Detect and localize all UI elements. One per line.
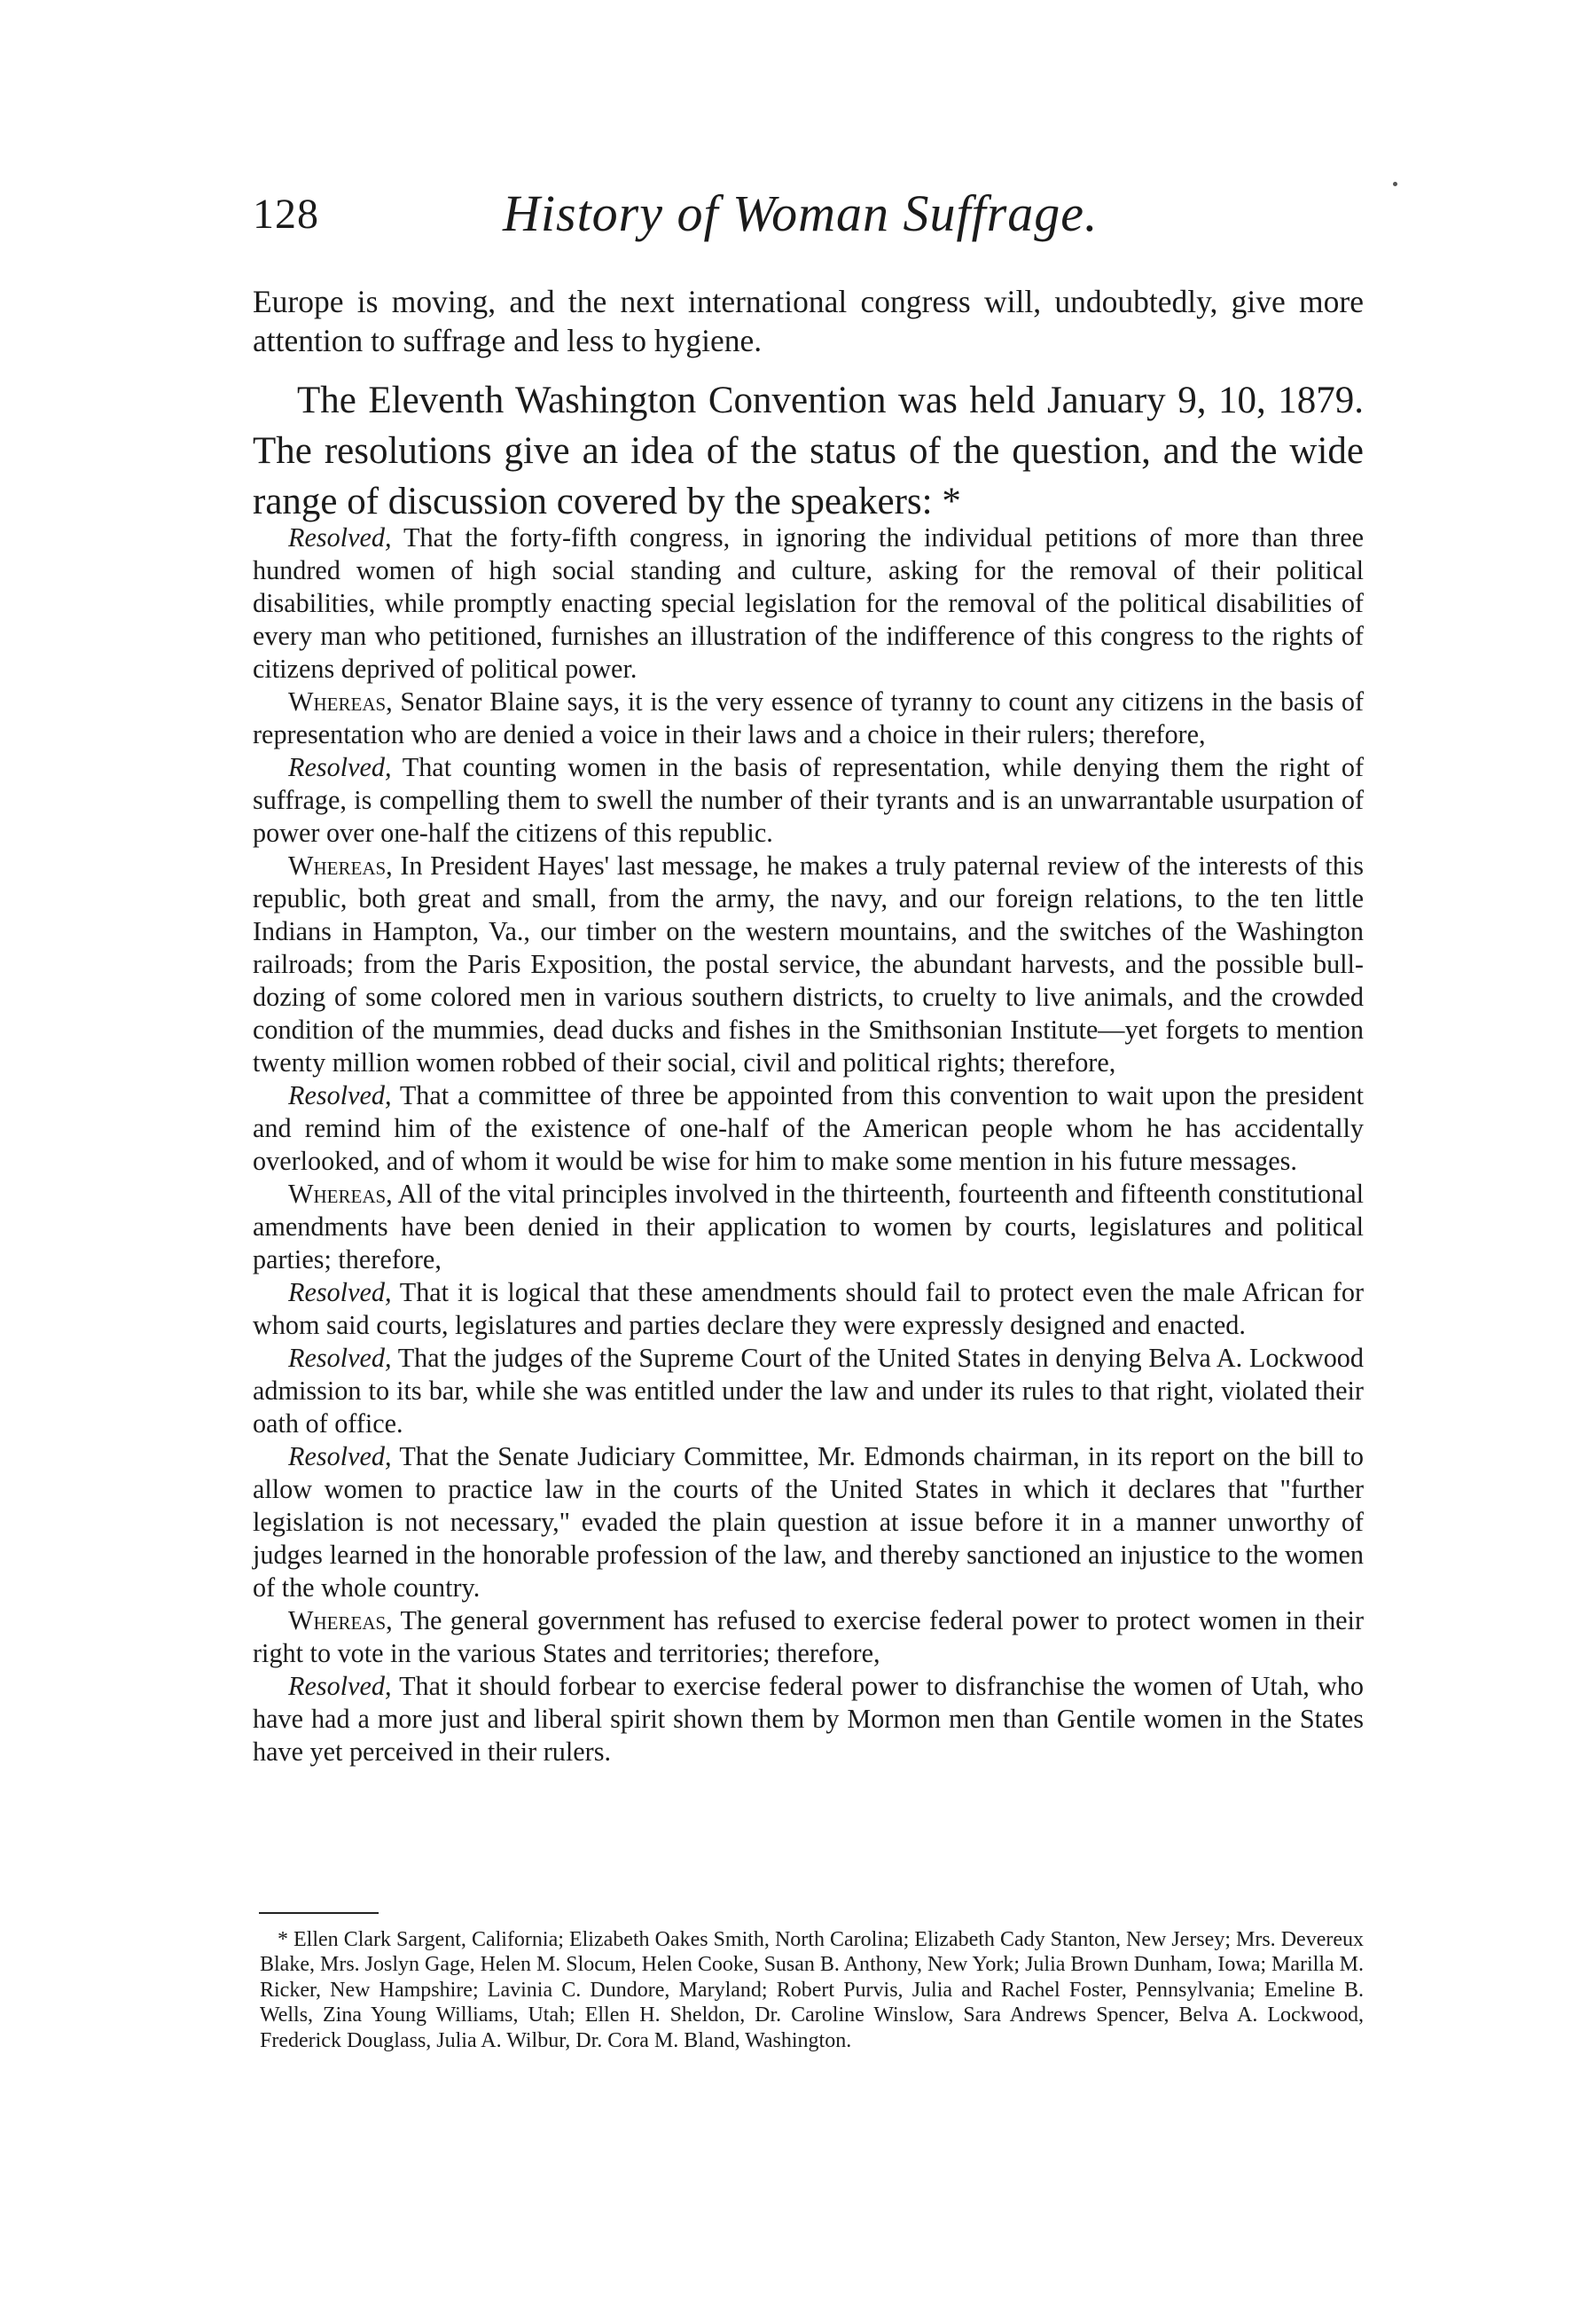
resolution-keyword: Whereas, (288, 686, 393, 717)
resolution-paragraph (253, 1178, 1364, 1276)
resolution-paragraph (253, 521, 1364, 686)
resolution-paragraph (253, 1604, 1364, 1670)
resolution-paragraph (253, 751, 1364, 850)
resolution-text: That the judges of the Supreme Court of the United States in denying Belva A. Lockwood admission to its bar, while she was entitled under the law and under its rules to that right, violated their oath of office. (253, 1343, 1364, 1439)
resolution-keyword: Resolved, (288, 1441, 392, 1471)
resolution-text: That the Senate Judiciary Committee, Mr. Edmonds chairman, in its report on the bill to allow women to practice law in the courts of the United States in which it declares that "further legislation is not necessary," evaded the plain question at issue before it in a manner unworthy of judges learned in the honorable profession of the law, and thereby sanctioned an injustice to the women of the whole country. (253, 1441, 1364, 1603)
footnote: * Ellen Clark Sargent, California; Elizabeth Oakes Smith, North Carolina; Elizabeth Cady Stanton, New Jersey; Mrs. Devereux Blake, Mrs. Joslyn Gage, Helen M. Slocum, Helen Cooke, Susan B. Anthony, New York; Julia Brown Dunham, Iowa; Marilla M. Ricker, New Hampshire; Lavinia C. Dundore, Maryland; Robert Purvis, Julia and Rachel Foster, Pennsylvania; Emeline B. Wells, Zina Young Williams, Utah; Ellen H. Sheldon, Dr. Caroline Winslow, Sara Andrews Spencer, Belva A. Lockwood, Frederick Douglass, Julia A. Wilbur, Dr. Cora M. Bland, Washington. (260, 1928, 1364, 2052)
lead-paragraph: The Eleventh Washington Convention was held January 9, 10, 1879. The resolutions give an idea of the status of the question, and the wide range of discussion covered by the speakers: * (253, 380, 1364, 522)
resolution-text: The general government has refused to exercise federal power to protect women in their right to vote in the various States and territories; therefore, (253, 1605, 1364, 1668)
resolution-keyword: Resolved, (288, 752, 392, 782)
resolution-keyword: Whereas, (288, 851, 393, 881)
resolution-text: That it should forbear to exercise federal power to disfranchise the women of Utah, who have had a more just and liberal spirit shown them by Mormon men than Gentile women in the States have yet perceived in their rulers. (253, 1671, 1364, 1767)
resolution-paragraph (253, 686, 1364, 751)
resolution-keyword: Resolved, (288, 1080, 392, 1110)
resolution-text: That counting women in the basis of representation, while denying them the right of suffrage, is compelling them to swell the number of their tyrants and is an unwarrantable usurpation of power over one-half the citizens of this republic. (253, 752, 1364, 848)
page-number: 128 (253, 191, 319, 238)
resolution-keyword: Resolved, (288, 1343, 392, 1373)
resolution-paragraph (253, 1670, 1364, 1768)
resolutions-list (253, 521, 1364, 1768)
resolution-keyword: Resolved, (288, 522, 392, 553)
footnote-rule (259, 1912, 379, 1914)
resolution-text: Senator Blaine says, it is the very essence of tyranny to count any citizens in the basis of representation who are denied a voice in their laws and a choice in their rulers; therefore, (253, 686, 1364, 749)
resolution-text: That it is logical that these amendments should fail to protect even the male African for whom said courts, legislatures and parties declare they were expressly designed and enacted. (253, 1277, 1364, 1340)
resolution-paragraph (253, 1079, 1364, 1178)
resolution-text: That the forty-fifth congress, in ignoring the individual petitions of more than three hundred women of high social standing and culture, asking for the removal of their political disabilities, while promptly enacting special legislation for the removal of the political disabilities of every man who petitioned, furnishes an illustration of the indifference of this congress to the rights of citizens deprived of political power. (253, 522, 1364, 684)
print-speck (1393, 182, 1397, 186)
resolution-text: All of the vital principles involved in the thirteenth, fourteenth and fifteenth constitutional amendments have been denied in their application to women by courts, legislatures and political parties; therefore, (253, 1179, 1364, 1274)
resolution-paragraph (253, 1342, 1364, 1440)
resolution-paragraph (253, 850, 1364, 1079)
resolution-keyword: Whereas, (288, 1179, 393, 1209)
resolution-keyword: Resolved, (288, 1671, 392, 1701)
resolution-paragraph (253, 1440, 1364, 1604)
resolution-text: That a committee of three be appointed from this convention to wait upon the president and remind him of the existence of one-half of the American people whom he has accidentally overlooked, and of whom it would be wise for him to make some mention in his future messages. (253, 1080, 1364, 1176)
running-title: History of Woman Suffrage. (503, 184, 1099, 242)
resolution-text: In President Hayes' last message, he makes a truly paternal review of the interests of this republic, both great and small, from the army, the navy, and our foreign relations, to the ten little Indians in Hampton, Va., our timber on the western mountains, and the switches of the Washington railroads; from the Paris Exposition, the postal service, the abundant harvests, and the possible bull-dozing of some colored men in various southern districts, to cruelty to live animals, and the crowded condition of the mummies, dead ducks and fishes in the Smithsonian Institute—yet forgets to mention twenty million women robbed of their social, civil and political rights; therefore, (253, 851, 1364, 1078)
resolution-paragraph (253, 1276, 1364, 1342)
resolution-keyword: Resolved, (288, 1277, 392, 1307)
intro-paragraph: Europe is moving, and the next international congress will, undoubtedly, give more attention to suffrage and less to hygiene. (253, 284, 1364, 358)
resolution-keyword: Whereas, (288, 1605, 393, 1635)
